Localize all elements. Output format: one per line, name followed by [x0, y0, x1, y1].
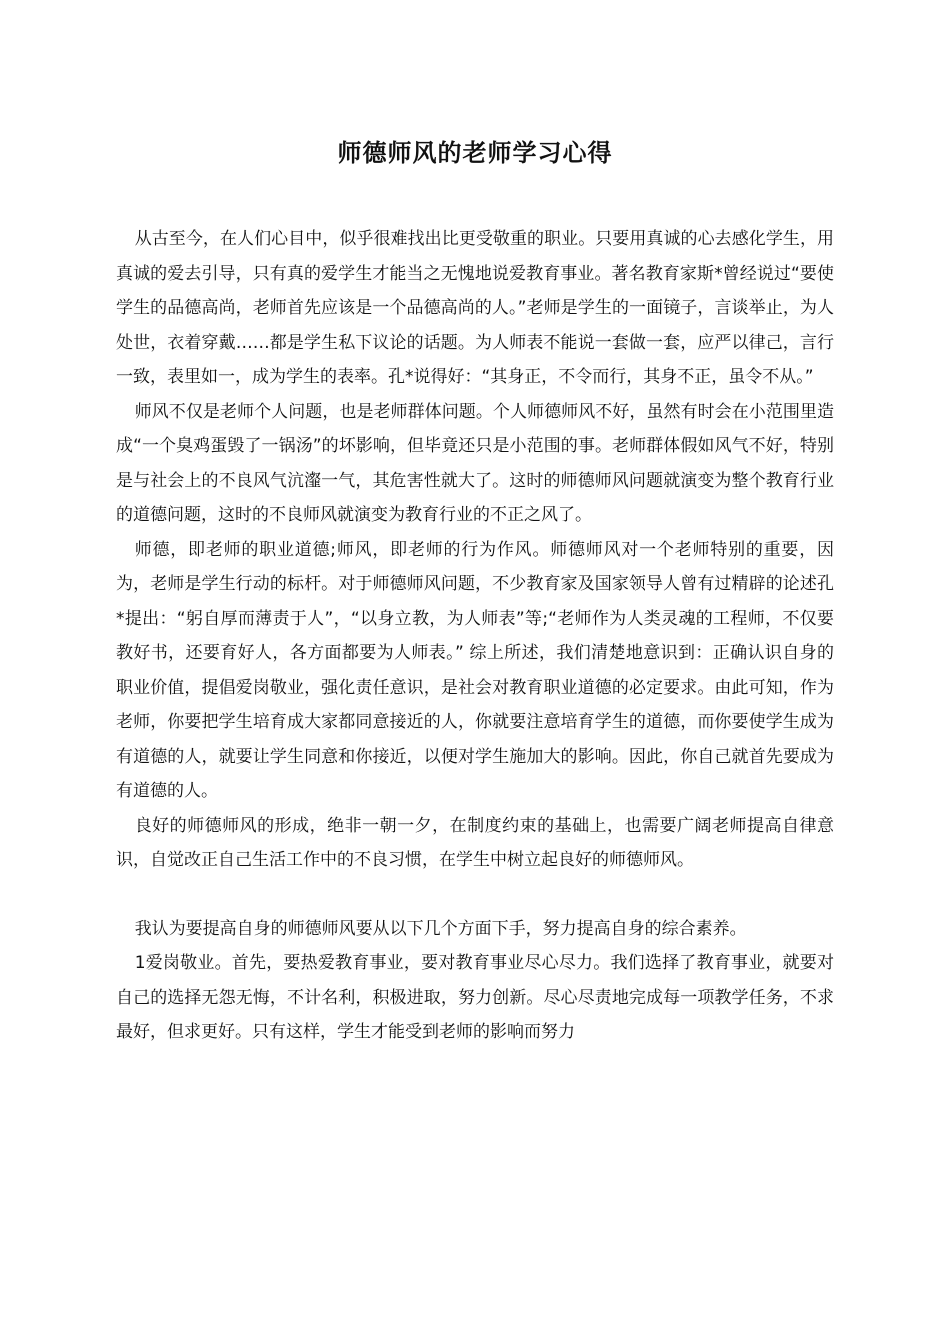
page-title: 师德师风的老师学习心得	[337, 139, 613, 167]
document-body	[116, 222, 834, 1050]
paragraph-6: 1爱岗敬业。首先，要热爱教育事业，要对教育事业尽心尽力。我们选择了教育事业，就要对自己的选择无怨无悔，不计名利，积极进取，努力创新。尽心尽责地完成每一项教学任务，不求最好，但求更好。只有这样，学生才能受到老师的影响而努力	[116, 953, 834, 1042]
paragraph-1: 从古至今，在人们心目中，似乎很难找出比更受敬重的职业。只要用真诚的心去感化学生，用真诚的爱去引导，只有真的爱学生才能当之无愧地说爱教育事业。著名教育家斯*曾经说过“要使学生的品德高尚，老师首先应该是一个品德高尚的人。”老师是学生的一面镜子，言谈举止，为人处世，衣着穿戴……都是学生私下议论的话题。为人师表不能说一套做一套，应严以律己，言行一致，表里如一，成为学生的表率。孔*说得好：“其身正，不令而行，其身不正，虽令不从。”	[116, 229, 834, 387]
paragraph-spacer	[116, 878, 834, 912]
paragraph-2: 师风不仅是老师个人问题，也是老师群体问题。个人师德师风不好，虽然有时会在小范围里造成“一个臭鸡蛋毁了一锅汤”的坏影响，但毕竟还只是小范围的事。老师群体假如风气不好，特别是与社会上的不良风气沆瀣一气，其危害性就大了。这时的师德师风问题就演变为整个教育行业的道德问题，这时的不良师风就演变为教育行业的不正之风了。	[116, 401, 834, 525]
paragraph-3: 师德，即老师的职业道德;师风，即老师的行为作风。师德师风对一个老师特别的重要，因为，老师是学生行动的标杆。对于师德师风问题，不少教育家及国家领导人曾有过精辟的论述孔*提出：“躬自厚而薄责于人”，“以身立教，为人师表”等;“老师作为人类灵魂的工程师，不仅要教好书，还要育好人，各方面都要为人师表。” 综上所述，我们清楚地意识到：正确认识自身的职业价值，提倡爱岗敬业，强化责任意识，是社会对教育职业道德的必定要求。由此可知，作为老师，你要把学生培育成大家都同意接近的人，你就要注意培育学生的道德，而你要使学生成为有道德的人，就要让学生同意和你接近，以便对学生施加大的影响。因此，你自己就首先要成为有道德的人。	[116, 539, 834, 801]
paragraph-4: 良好的师德师风的形成，绝非一朝一夕，在制度约束的基础上，也需要广阔老师提高自律意识，自觉改正自己生活工作中的不良习惯，在学生中树立起良好的师德师风。	[116, 815, 834, 870]
paragraph-5: 我认为要提高自身的师德师风要从以下几个方面下手，努力提高自身的综合素养。	[134, 918, 747, 939]
